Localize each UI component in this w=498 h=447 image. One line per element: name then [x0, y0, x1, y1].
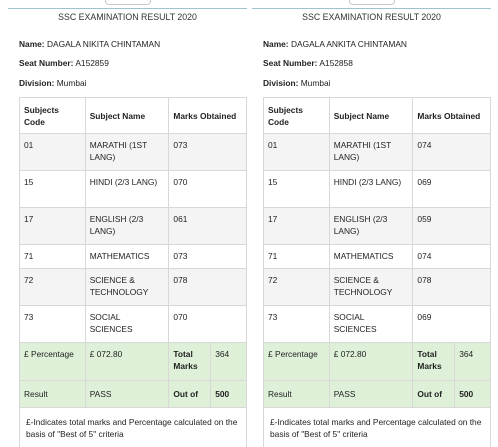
- subject-name: SOCIAL SCIENCES: [85, 306, 169, 343]
- table-row: [20, 134, 247, 171]
- result-panel-2: [252, 0, 491, 447]
- header-marks: Marks Obtained: [413, 98, 491, 134]
- result-title: SSC EXAMINATION RESULT 2020: [302, 12, 441, 22]
- table-row: [264, 208, 491, 245]
- subject-code: 72: [20, 269, 86, 306]
- subject-code: 15: [264, 171, 330, 208]
- result-value: PASS: [329, 381, 413, 408]
- percentage-value: £ 072.80: [329, 343, 413, 381]
- total-marks-label: Total Marks: [169, 343, 211, 381]
- subject-marks: 073: [169, 134, 247, 171]
- percentage-row: [264, 343, 491, 381]
- subject-name: HINDI (2/3 LANG): [329, 171, 413, 208]
- subject-code: 15: [20, 171, 86, 208]
- total-marks-label: Total Marks: [413, 343, 455, 381]
- subject-name: MARATHI (1ST LANG): [85, 134, 169, 171]
- table-row: [20, 245, 247, 269]
- total-marks-value: 364: [211, 343, 247, 381]
- subject-marks: 059: [413, 208, 491, 245]
- header-marks: Marks Obtained: [169, 98, 247, 134]
- result-title: SSC EXAMINATION RESULT 2020: [58, 12, 197, 22]
- subject-name: SCIENCE & TECHNOLOGY: [85, 269, 169, 306]
- subject-code: 17: [20, 208, 86, 245]
- out-of-value: 500: [455, 381, 491, 408]
- out-of-value: 500: [211, 381, 247, 408]
- subject-name: MATHEMATICS: [85, 245, 169, 269]
- header-subject: Subject Name: [329, 98, 413, 134]
- marks-table: [263, 97, 491, 447]
- subject-marks: 074: [413, 134, 491, 171]
- table-row: [264, 269, 491, 306]
- subject-name: ENGLISH (2/3 LANG): [329, 208, 413, 245]
- result-value: PASS: [85, 381, 169, 408]
- subject-marks: 061: [169, 208, 247, 245]
- subject-marks: 074: [413, 245, 491, 269]
- seat-label: Seat Number:: [19, 58, 74, 68]
- subject-name: MATHEMATICS: [329, 245, 413, 269]
- table-row: [264, 134, 491, 171]
- subject-name: HINDI (2/3 LANG): [85, 171, 169, 208]
- criteria-note: £-Indicates total marks and Percentage calculated on the basis of "Best of 5" criteria: [20, 408, 247, 447]
- table-header-row: [20, 98, 247, 134]
- percentage-value: £ 072.80: [85, 343, 169, 381]
- division-line: [263, 78, 331, 88]
- subject-code: 73: [264, 306, 330, 343]
- subject-name: SCIENCE & TECHNOLOGY: [329, 269, 413, 306]
- subject-name: SOCIAL SCIENCES: [329, 306, 413, 343]
- table-row: [20, 208, 247, 245]
- subject-code: 72: [264, 269, 330, 306]
- marks-table: [19, 97, 247, 447]
- seat-line: [263, 58, 353, 68]
- header-code: Subjects Code: [20, 98, 86, 134]
- seat-number: A152859: [75, 58, 109, 68]
- table-row: [264, 245, 491, 269]
- header-subject: Subject Name: [85, 98, 169, 134]
- seat-label: Seat Number:: [263, 58, 318, 68]
- criteria-note: £-Indicates total marks and Percentage calculated on the basis of "Best of 5" criteria: [264, 408, 491, 447]
- seat-number: A152858: [319, 58, 353, 68]
- panel-tab-handle: [105, 0, 151, 5]
- note-row: [20, 408, 247, 447]
- division-value: Mumbai: [56, 78, 87, 88]
- header-code: Subjects Code: [264, 98, 330, 134]
- table-row: [20, 306, 247, 343]
- subject-marks: 069: [413, 171, 491, 208]
- name-line: [263, 39, 407, 49]
- table-row: [20, 269, 247, 306]
- student-name: DAGALA NIKITA CHINTAMAN: [46, 39, 161, 49]
- panel-top-divider: [8, 8, 247, 9]
- table-header-row: [264, 98, 491, 134]
- panel-top-divider: [252, 8, 491, 9]
- result-row: [264, 381, 491, 408]
- result-row: [20, 381, 247, 408]
- subject-name: ENGLISH (2/3 LANG): [85, 208, 169, 245]
- result-label: Result: [20, 381, 86, 408]
- subject-marks: 069: [413, 306, 491, 343]
- subject-code: 01: [20, 134, 86, 171]
- percentage-label: £ Percentage: [20, 343, 86, 381]
- name-label: Name:: [263, 39, 289, 49]
- student-name: DAGALA ANKITA CHINTAMAN: [290, 39, 407, 49]
- subject-marks: 073: [169, 245, 247, 269]
- panel-tab-handle: [349, 0, 395, 5]
- out-of-label: Out of: [413, 381, 455, 408]
- result-panel-1: [8, 0, 247, 447]
- subject-marks: 078: [169, 269, 247, 306]
- percentage-label: £ Percentage: [264, 343, 330, 381]
- division-label: Division:: [263, 78, 299, 88]
- name-line: [19, 39, 160, 49]
- result-label: Result: [264, 381, 330, 408]
- division-label: Division:: [19, 78, 55, 88]
- subject-code: 01: [264, 134, 330, 171]
- subject-code: 73: [20, 306, 86, 343]
- division-value: Mumbai: [300, 78, 331, 88]
- subject-marks: 078: [413, 269, 491, 306]
- subject-name: MARATHI (1ST LANG): [329, 134, 413, 171]
- out-of-label: Out of: [169, 381, 211, 408]
- table-row: [264, 306, 491, 343]
- seat-line: [19, 58, 109, 68]
- note-row: [264, 408, 491, 447]
- subject-marks: 070: [169, 306, 247, 343]
- table-row: [20, 171, 247, 208]
- percentage-row: [20, 343, 247, 381]
- total-marks-value: 364: [455, 343, 491, 381]
- subject-code: 71: [264, 245, 330, 269]
- table-row: [264, 171, 491, 208]
- subject-marks: 070: [169, 171, 247, 208]
- name-label: Name:: [19, 39, 45, 49]
- division-line: [19, 78, 87, 88]
- subject-code: 17: [264, 208, 330, 245]
- subject-code: 71: [20, 245, 86, 269]
